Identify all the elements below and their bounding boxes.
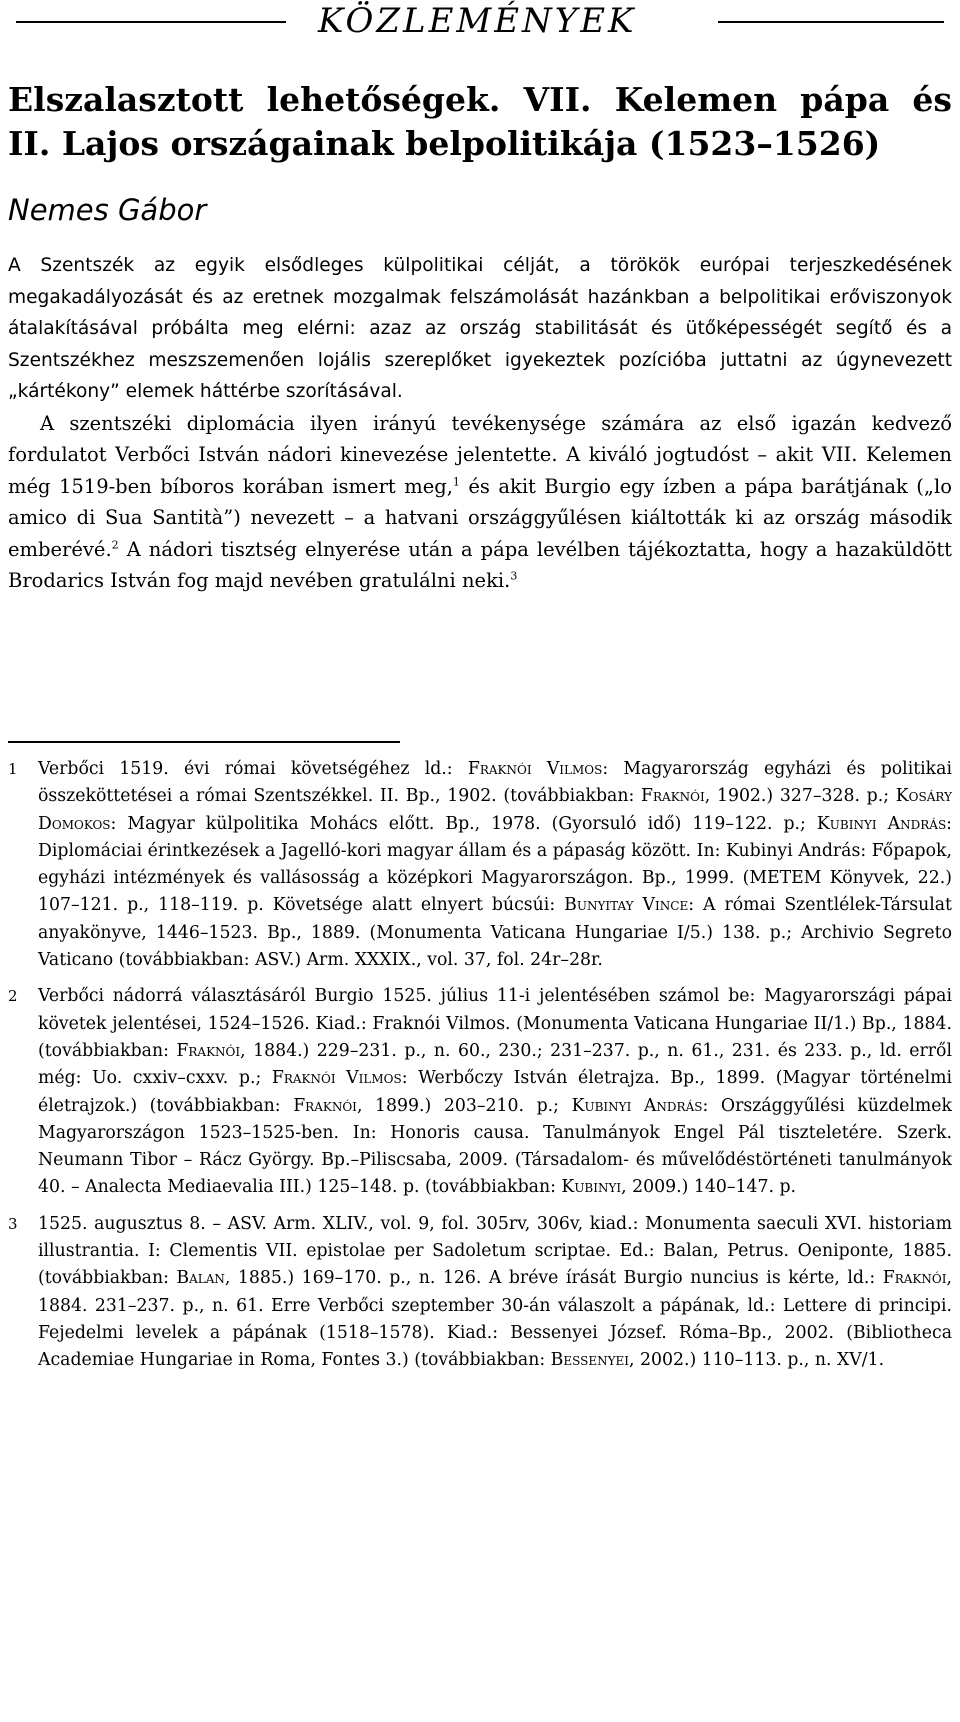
footnote-1-author: Fraknói	[641, 786, 705, 807]
footnote-ref-3[interactable]: 3	[510, 569, 518, 583]
footnote-2-author: Kubinyi András	[571, 1095, 703, 1116]
paragraph-2-part-a: A szentszéki diplomácia ilyen irányú tevékenysége számára az első igazán kedvező fordulatot Verbőci István nádori kinevezése jelentette. A kiváló jogtudóst – akit VII. Kelemen még 1519-ben bíboros korában ismert meg,	[8, 411, 952, 498]
footnote-3-author: Fraknói	[882, 1268, 947, 1289]
footnote-separator	[8, 741, 400, 743]
footnote-1-author: Kubinyi András	[816, 813, 947, 834]
author-name: Nemes Gábor	[8, 193, 207, 227]
footnote-2-text: Verbőci nádorrá választásáról Burgio 1525. július 11-i jelentésében számol be: Magyarországi pápai követek jelentései, 1524–1526. Kiad.: Fraknói Vilmos. (Monumenta Vaticana Hungariae II/1.) Bp., 1884. (továbbiakban:	[38, 986, 952, 1061]
footnote-3	[8, 1211, 952, 1375]
footnote-1-text: : Magyarország egyházi és politikai összeköttetései a római Szentszékkel. II. Bp., 1902. (továbbiakban:	[38, 759, 952, 807]
footnote-1-text: : Diplomáciai érintkezések a Jagelló-kori magyar állam és a pápaság között. In: Kubinyi András: Főpapok, egyházi intézmények és vallásosság a középkori Magyarországon. Bp., 1999. (METEM Könyvek, 22.) 107–121. p., 118–119. p. Követsége alatt elnyert búcsúi:	[38, 813, 952, 916]
footnote-1-author: Kosáry Domokos	[38, 786, 952, 834]
footnote-3-author: Bessenyei	[550, 1350, 630, 1371]
footnote-text	[38, 759, 952, 970]
footnote-1-text: Verbőci 1519. évi római követségéhez ld.:	[38, 759, 468, 779]
article-title	[8, 78, 952, 166]
footnote-3-text: 1525. augusztus 8. – ASV. Arm. XLIV., vol. 9, fol. 305rv, 306v, kiad.: Monumenta saeculi XVI. historiam illustrantia. I: Clementis VII. epistolae per Sadoletum scriptae. Ed.: Balan, Petrus. Oeniponte, 1885. (továbbiakban:	[38, 1213, 952, 1289]
footnote-2-author: Fraknói	[176, 1040, 241, 1061]
footnote-3-author: Balan	[176, 1268, 225, 1289]
footnotes	[8, 756, 952, 1375]
section-header	[8, 0, 952, 46]
footnote-number: 3	[8, 1214, 18, 1233]
footnote-1	[8, 756, 952, 974]
footnote-number: 2	[8, 987, 18, 1006]
footnote-1-text: , 1902.) 327–328. p.;	[704, 786, 896, 807]
footnote-3-text: , 2002.) 110–113. p., n. XV/1.	[629, 1350, 885, 1371]
footnote-ref-1[interactable]: 1	[452, 475, 460, 488]
paragraph-2	[8, 408, 952, 597]
article-body	[8, 250, 952, 597]
footnote-2-text: : Werbőczy István életrajza. Bp., 1899. (Magyar történelmi életrajzok.) (továbbiakban:	[38, 1068, 953, 1116]
header-rule-right	[718, 21, 944, 23]
header-rule-left	[16, 21, 286, 23]
footnote-1-author: Bunyitay Vince	[564, 895, 689, 916]
footnote-1-text: : Magyar külpolitika Mohács előtt. Bp., 1978. (Gyorsuló idő) 119–122. p.;	[110, 813, 817, 834]
section-label: KÖZLEMÉNYEK	[318, 1, 637, 41]
footnote-1-text: : A római Szentlélek-Társulat anyakönyve, 1446–1523. Bp., 1889. (Monumenta Vaticana Hungariae I/5.) 138. p.; Archivio Segreto Vaticano (továbbiakban: ASV.) Arm. XXXIX., vol. 37, fol. 24r–28r.	[38, 895, 953, 971]
footnote-3-text: , 1884. 231–237. p., n. 61. Erre Verbőci szeptember 30-án válaszolt a pápának, ld.: Lettere di principi. Fejedelmi levelek a pápának (1518–1578). Kiad.: Bessenyei József. Róma–Bp., 2002. (Bibliotheca Academiae Hungariae in Roma, Fontes 3.) (továbbiakban:	[38, 1268, 952, 1371]
footnote-3-text: , 1885.) 169–170. p., n. 126. A bréve írását Burgio nuncius is kérte, ld.:	[224, 1268, 883, 1289]
paragraph-2-part-b: és akit Burgio egy ízben a pápa barátjának („lo amico di Sua Santità”) nevezett – a hatvani országgyűlésen kiáltották ki az ország második emberévé.	[8, 474, 952, 561]
footnote-1-author: Fraknói Vilmos	[467, 759, 603, 779]
article-title-line-2: II. Lajos országainak belpolitikája (1523–1526)	[8, 124, 881, 163]
footnote-text	[38, 1214, 952, 1370]
footnote-2-text: , 1899.) 203–210. p.;	[356, 1095, 572, 1116]
footnote-text	[38, 986, 952, 1197]
footnote-2-author: Kubinyi	[561, 1177, 622, 1198]
footnote-2-author: Fraknói Vilmos	[271, 1068, 402, 1089]
article-title-line-1: Elszalasztott lehetőségek. VII. Kelemen pápa és	[8, 80, 952, 119]
paragraph-2-part-c: A nádori tisztség elnyerése után a pápa levélben tájékoztatta, hogy a hazaküldött Brodarics István fog majd nevében gratulálni neki.	[8, 537, 952, 592]
footnote-2-author: Fraknói	[293, 1095, 357, 1116]
footnote-ref-2[interactable]: 2	[111, 538, 119, 551]
footnote-number: 1	[8, 760, 18, 778]
footnote-2	[8, 983, 952, 1201]
paragraph-1: A Szentszék az egyik elsődleges külpolitikai célját, a törökök európai terjeszkedésének megakadályozását és az eretnek mozgalmak felszámolását hazánkban a belpolitikai erőviszonyok átalakításával próbálta meg elérni: azaz az ország stabilitását és ütőképességét segítő és a Szentszékhez meszszemenően lojális szereplőket igyekeztek pozícióba juttatni az úgynevezett „kártékony” elemek háttérbe szorításával.	[8, 255, 952, 402]
footnote-2-text: : Országgyűlési küzdelmek Magyarországon 1523–1525-ben. In: Honoris causa. Tanulmányok Engel Pál tiszteletére. Szerk. Neumann Tibor – Rácz György. Bp.–Piliscsaba, 2009. (Társadalom- és művelődéstörténeti tanulmányok 40. – Analecta Mediaevalia III.) 125–148. p. (továbbiakban:	[38, 1095, 952, 1198]
footnote-2-text: , 2009.) 140–147. p.	[621, 1177, 797, 1198]
footnote-2-text: , 1884.) 229–231. p., n. 60., 230.; 231–237. p., n. 61., 231. és 233. p., ld. erről még: Uo. cxxiv–cxxv. p.;	[38, 1040, 952, 1089]
